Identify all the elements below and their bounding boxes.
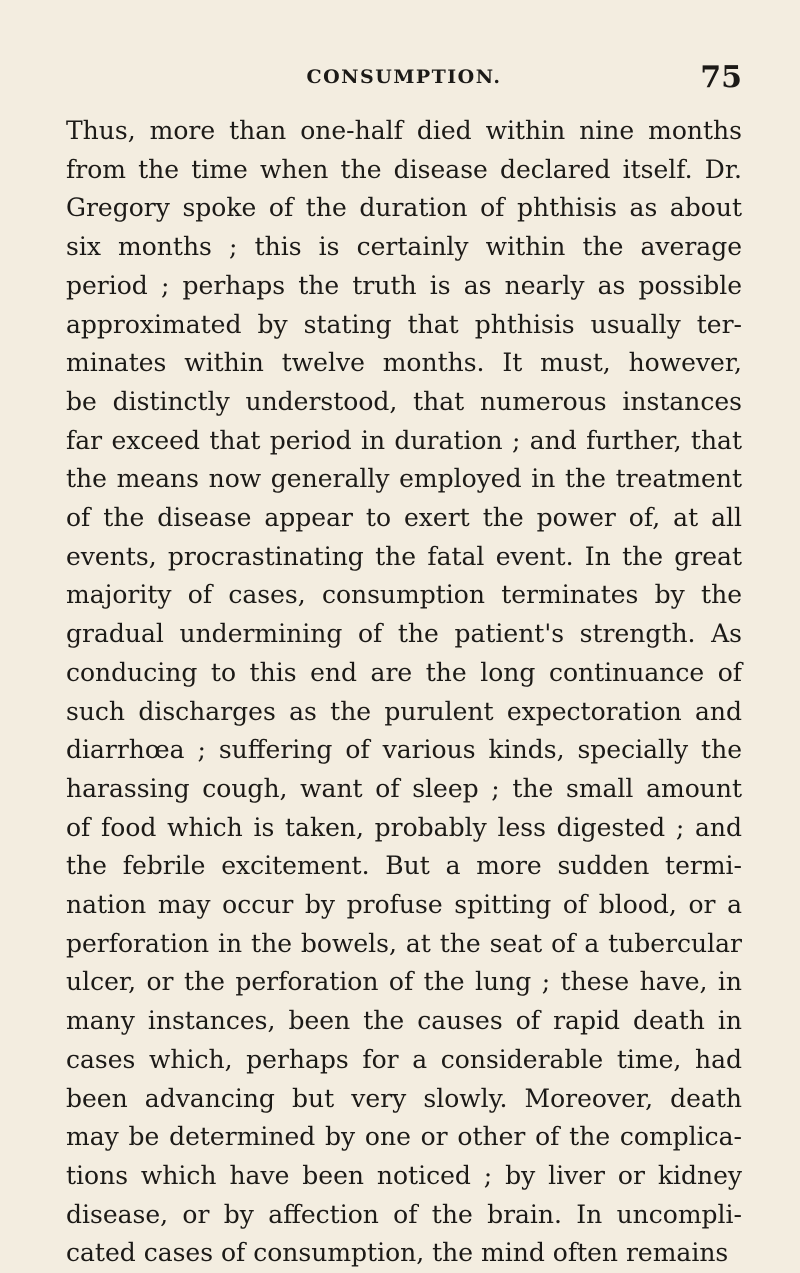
text-line: the means now generally employed in the treatment (66, 464, 742, 494)
text-line: approximated by stating that phthisis usually ter- (66, 309, 742, 339)
running-head (66, 60, 742, 100)
text-line: harassing cough, want of sleep ; the small amount (66, 773, 742, 803)
text-line: conducing to this end are the long continuance of (66, 657, 742, 687)
text-line: cated cases of consumption, the mind often remains (66, 1238, 729, 1268)
text-line: six months ; this is certainly within the average (66, 232, 742, 262)
page-number: 75 (700, 60, 742, 95)
text-line: the febrile excitement. But a more sudden termi- (66, 851, 742, 881)
running-title: CONSUMPTION. (306, 66, 502, 88)
text-line: cases which, perhaps for a considerable time, had (66, 1044, 742, 1074)
text-line: Gregory spoke of the duration of phthisis as about (66, 193, 742, 223)
text-line: events, procrastinating the fatal event. In the great (66, 541, 742, 571)
text-line: nation may occur by profuse spitting of blood, or a (66, 890, 742, 920)
text-line: be distinctly understood, that numerous instances (66, 386, 742, 416)
text-line: of the disease appear to exert the power of, at all (66, 503, 742, 533)
text-line: disease, or by affection of the brain. In uncompli- (66, 1199, 742, 1229)
text-line: far exceed that period in duration ; and further, that (66, 425, 742, 455)
text-line: such discharges as the purulent expectoration and (66, 696, 742, 726)
text-line: diarrhœa ; suffering of various kinds, specially the (66, 735, 742, 765)
text-line: ulcer, or the perforation of the lung ; these have, in (66, 967, 742, 997)
body-paragraph (66, 112, 742, 1273)
text-line: from the time when the disease declared itself. Dr. (66, 154, 742, 184)
text-line: been advancing but very slowly. Moreover, death (66, 1083, 742, 1113)
text-line: minates within twelve months. It must, however, (66, 348, 742, 378)
text-line: period ; perhaps the truth is as nearly as possible (66, 270, 742, 300)
text-line: of food which is taken, probably less digested ; and (66, 812, 742, 842)
text-line: many instances, been the causes of rapid death in (66, 1006, 742, 1036)
text-line: tions which have been noticed ; by liver or kidney (66, 1160, 742, 1190)
text-line: majority of cases, consumption terminates by the (66, 580, 742, 610)
text-line: Thus, more than one-half died within nine months (66, 116, 742, 145)
text-line: perforation in the bowels, at the seat of a tubercular (66, 928, 742, 958)
text-line: gradual undermining of the patient's strength. As (66, 619, 742, 649)
text-line: may be determined by one or other of the complica- (66, 1122, 742, 1152)
